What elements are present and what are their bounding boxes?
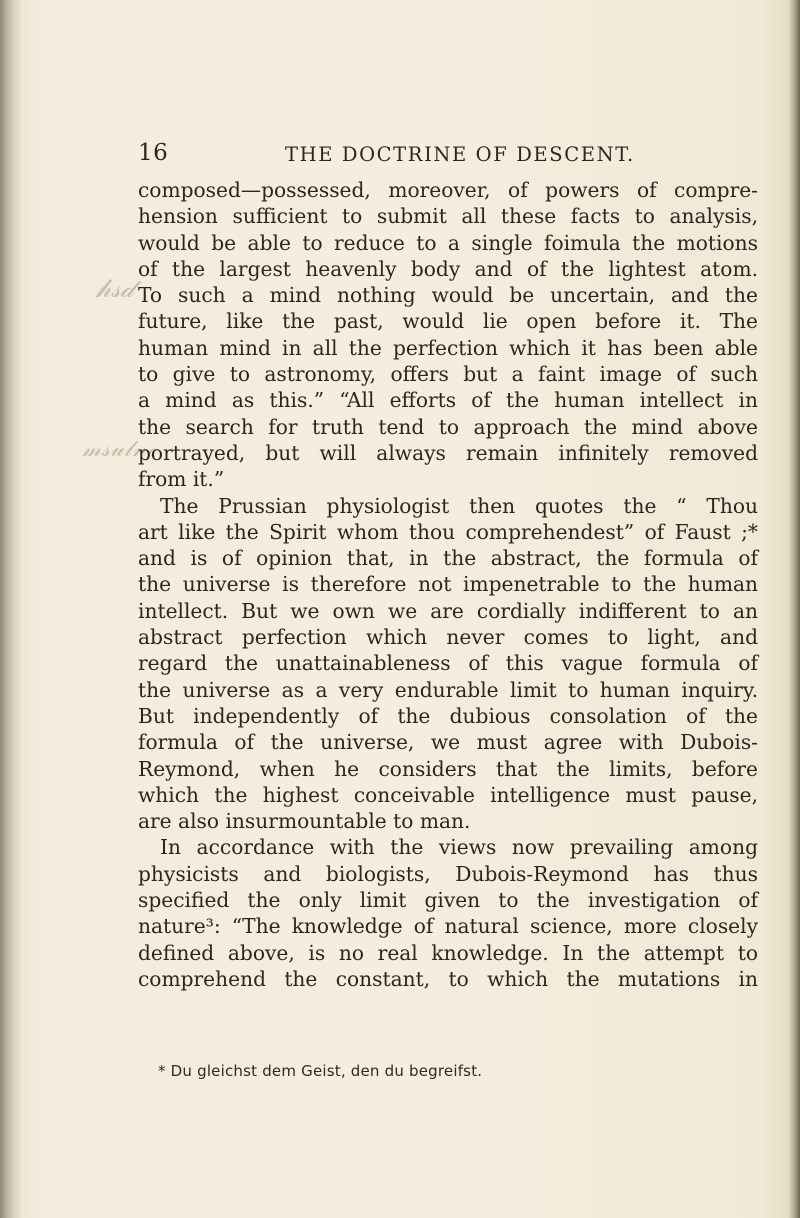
text-line: But independently of the dubious consolation of the bbox=[138, 703, 758, 728]
text-line: regard the unattainableness of this vague formula of bbox=[138, 651, 758, 676]
text-line: defined above, is no real knowledge. In the attempt to bbox=[138, 940, 758, 965]
text-line: art like the Spirit whom thou comprehendest” of Faust ;* bbox=[138, 519, 758, 544]
running-header bbox=[138, 140, 758, 174]
text-line: are also insurmountable to man. bbox=[138, 809, 471, 834]
text-line: In accordance with the views now prevailing among bbox=[160, 835, 758, 860]
text-line: hension sufficient to submit all these facts to analysis, bbox=[138, 204, 758, 229]
text-line: to give to astronomy, offers but a faint image of such bbox=[138, 362, 758, 387]
text-line: nature³: “The knowledge of natural science, more closely bbox=[138, 914, 758, 939]
page-edge-shadow bbox=[788, 0, 800, 1218]
text-line: intellect. But we own we are cordially indifferent to an bbox=[138, 598, 758, 623]
text-line: portrayed, but will always remain infinitely removed bbox=[138, 440, 758, 465]
text-line: abstract perfection which never comes to light, and bbox=[138, 625, 758, 650]
text-line: The Prussian physiologist then quotes the “ Thou bbox=[160, 493, 758, 518]
page-number: 16 bbox=[138, 140, 169, 166]
text-line: the universe is therefore not impenetrable to the human bbox=[138, 572, 758, 597]
text-line: a mind as this.” “All efforts of the human intellect in bbox=[138, 388, 758, 413]
running-title: THE DOCTRINE OF DESCENT. bbox=[285, 143, 635, 166]
text-line: Reymond, when he considers that the limits, before bbox=[138, 756, 758, 781]
text-line: comprehend the constant, to which the mutations in bbox=[138, 966, 758, 991]
body-text bbox=[138, 177, 758, 992]
text-line: would be able to reduce to a single foimula the motions bbox=[138, 230, 758, 255]
pencil-margin-mark: 𝓂𝓈𝓊𝓁𝓃𝒸 bbox=[82, 437, 157, 462]
text-line: specified the only limit given to the investigation of bbox=[138, 888, 758, 913]
text-line: To such a mind nothing would be uncertain, and the bbox=[138, 283, 758, 308]
text-line: the search for truth tend to approach the mind above bbox=[138, 414, 758, 439]
page-binding-shadow bbox=[0, 0, 22, 1218]
text-line: composed—possessed, moreover, of powers of compre- bbox=[138, 178, 758, 202]
text-line: human mind in all the perfection which it has been able bbox=[138, 335, 758, 360]
text-line: of the largest heavenly body and of the lightest atom. bbox=[138, 256, 758, 281]
text-line: formula of the universe, we must agree with Dubois- bbox=[138, 730, 758, 755]
text-line: and is of opinion that, in the abstract, the formula of bbox=[138, 546, 758, 571]
text-line: future, like the past, would lie open before it. The bbox=[138, 309, 758, 334]
text-line: from it.” bbox=[138, 467, 225, 492]
text-line: the universe as a very endurable limit to human inquiry. bbox=[138, 677, 758, 702]
footnote: * Du gleichst dem Geist, den du begreifst. bbox=[158, 1062, 483, 1080]
text-line: physicists and biologists, Dubois-Reymond has thus bbox=[138, 861, 758, 886]
pencil-margin-mark: 𝒽𝓈𝒹 bbox=[96, 274, 134, 304]
text-line: which the highest conceivable intelligence must pause, bbox=[138, 782, 758, 807]
